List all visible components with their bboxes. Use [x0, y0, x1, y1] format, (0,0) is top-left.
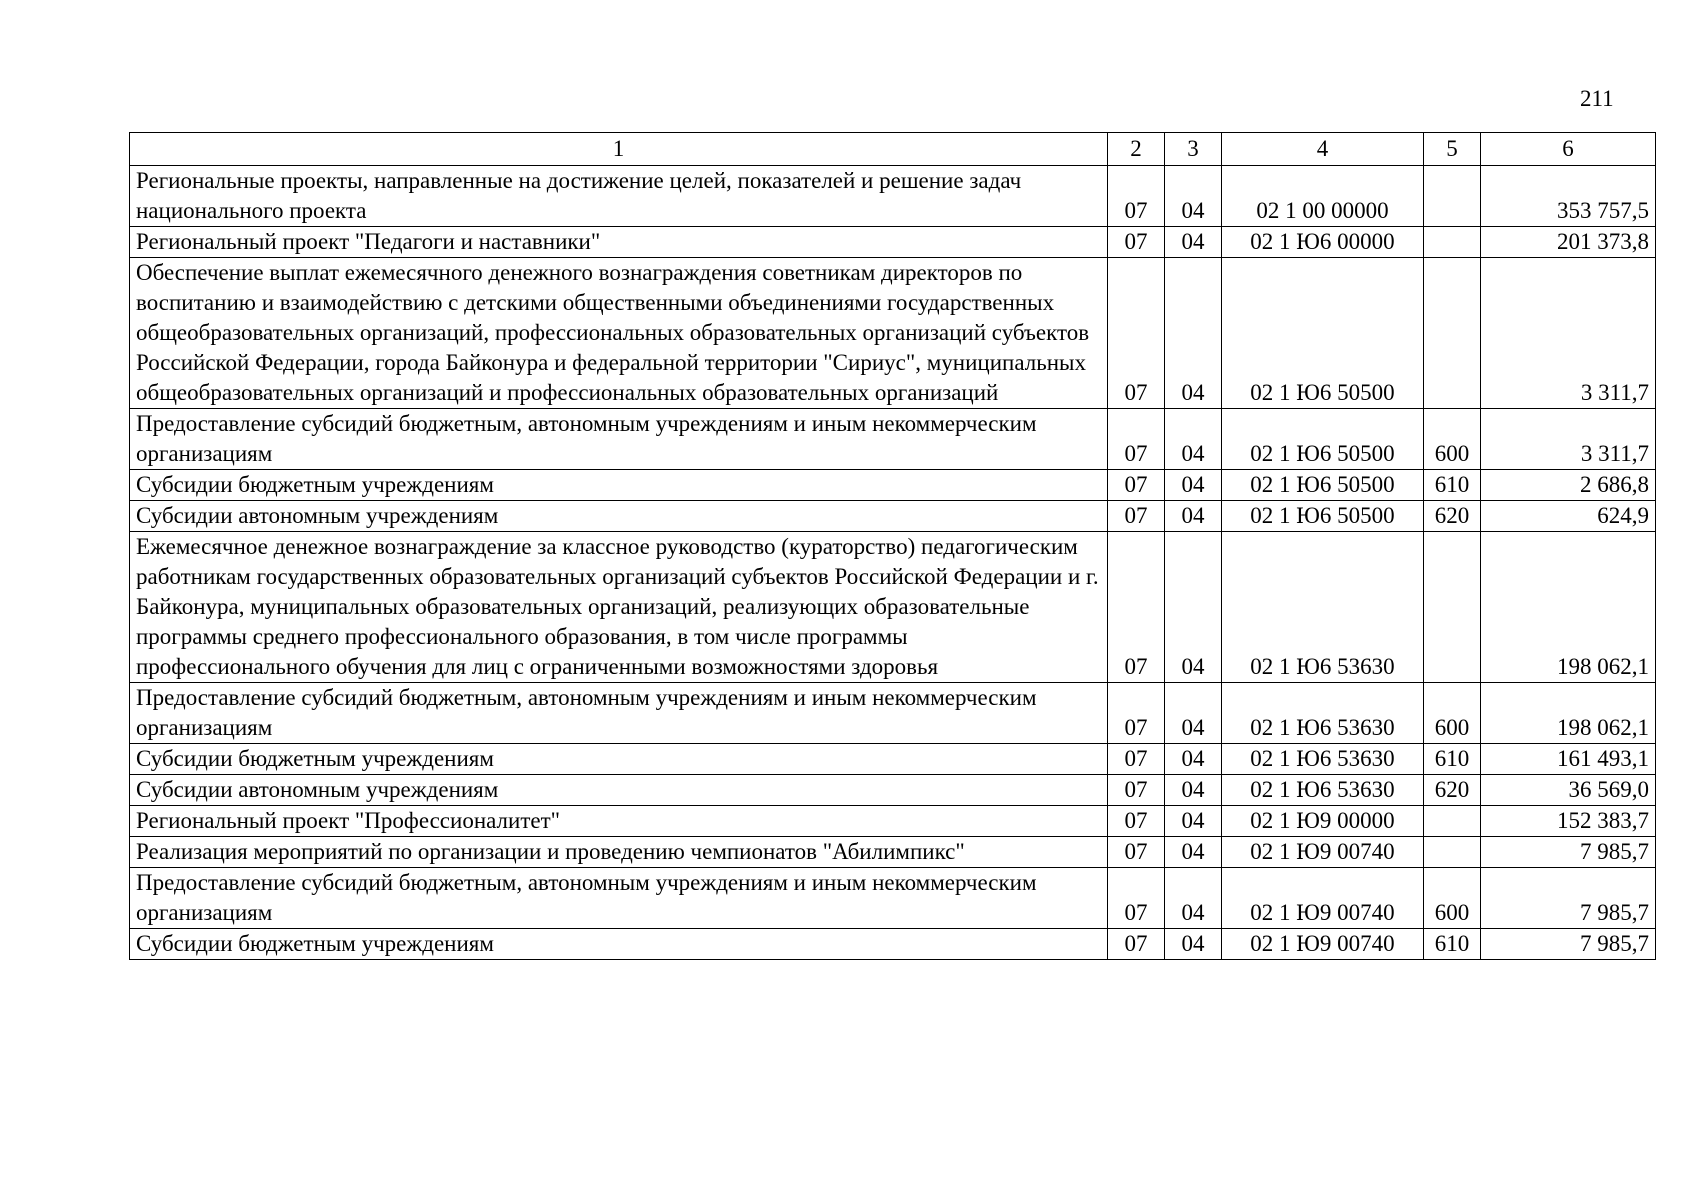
row-section-code: 07: [1108, 227, 1165, 258]
row-expense-type: [1424, 227, 1481, 258]
table-row: [130, 409, 1656, 470]
row-target-article: 02 1 Ю6 50500: [1222, 501, 1424, 532]
row-subsection-code: 04: [1165, 837, 1222, 868]
row-amount: 161 493,1: [1481, 744, 1656, 775]
row-amount: 36 569,0: [1481, 775, 1656, 806]
row-amount: 7 985,7: [1481, 837, 1656, 868]
row-expense-type: 610: [1424, 744, 1481, 775]
header-row: [130, 133, 1656, 166]
row-expense-type: 620: [1424, 775, 1481, 806]
row-target-article: 02 1 Ю9 00740: [1222, 868, 1424, 929]
header-col-1: 1: [130, 133, 1108, 166]
row-target-article: 02 1 Ю6 53630: [1222, 744, 1424, 775]
row-section-code: 07: [1108, 868, 1165, 929]
header-col-2: 2: [1108, 133, 1165, 166]
row-amount: 201 373,8: [1481, 227, 1656, 258]
header-col-4: 4: [1222, 133, 1424, 166]
row-name: Региональный проект "Педагоги и наставники": [130, 227, 1108, 258]
row-amount: 198 062,1: [1481, 683, 1656, 744]
row-subsection-code: 04: [1165, 868, 1222, 929]
table-row: [130, 806, 1656, 837]
row-section-code: 07: [1108, 258, 1165, 409]
row-name: Обеспечение выплат ежемесячного денежного вознаграждения советникам директоров по воспитанию и взаимодействию с детскими общественными объединениями государственных общеобразовательных организаций, профессиональных образовательных организаций субъектов Российской Федерации, города Байконура и федеральной территории "Сириус", муниципальных общеобразовательных организаций и профессиональных образовательных организаций: [130, 258, 1108, 409]
row-name: Региональные проекты, направленные на достижение целей, показателей и решение задач национального проекта: [130, 166, 1108, 227]
table-row: [130, 837, 1656, 868]
table-row: [130, 868, 1656, 929]
row-expense-type: 600: [1424, 409, 1481, 470]
row-target-article: 02 1 Ю9 00000: [1222, 806, 1424, 837]
row-subsection-code: 04: [1165, 744, 1222, 775]
row-amount: 7 985,7: [1481, 929, 1656, 960]
table-header: [130, 133, 1656, 166]
header-col-5: 5: [1424, 133, 1481, 166]
row-expense-type: [1424, 532, 1481, 683]
row-expense-type: 600: [1424, 683, 1481, 744]
row-target-article: 02 1 00 00000: [1222, 166, 1424, 227]
row-target-article: 02 1 Ю6 53630: [1222, 775, 1424, 806]
row-name: Субсидии бюджетным учреждениям: [130, 744, 1108, 775]
row-name: Региональный проект "Профессионалитет": [130, 806, 1108, 837]
row-target-article: 02 1 Ю9 00740: [1222, 837, 1424, 868]
row-target-article: 02 1 Ю6 50500: [1222, 409, 1424, 470]
header-col-6: 6: [1481, 133, 1656, 166]
row-section-code: 07: [1108, 683, 1165, 744]
row-section-code: 07: [1108, 409, 1165, 470]
row-expense-type: [1424, 258, 1481, 409]
row-section-code: 07: [1108, 775, 1165, 806]
budget-table: [129, 132, 1656, 960]
row-name: Ежемесячное денежное вознаграждение за классное руководство (кураторство) педагогическим работникам государственных образовательных организаций субъектов Российской Федерации и г. Байконура, муниципальных образовательных организаций, реализующих образовательные программы среднего профессионального образования, в том числе программы профессионального обучения для лиц с ограниченными возможностями здоровья: [130, 532, 1108, 683]
row-subsection-code: 04: [1165, 929, 1222, 960]
row-name: Субсидии бюджетным учреждениям: [130, 929, 1108, 960]
row-section-code: 07: [1108, 837, 1165, 868]
row-name: Реализация мероприятий по организации и проведению чемпионатов "Абилимпикс": [130, 837, 1108, 868]
row-subsection-code: 04: [1165, 683, 1222, 744]
row-name: Субсидии автономным учреждениям: [130, 501, 1108, 532]
row-expense-type: 610: [1424, 470, 1481, 501]
table-row: [130, 470, 1656, 501]
row-section-code: 07: [1108, 532, 1165, 683]
row-subsection-code: 04: [1165, 409, 1222, 470]
table-row: [130, 744, 1656, 775]
row-subsection-code: 04: [1165, 806, 1222, 837]
table-body: [130, 166, 1656, 960]
row-expense-type: [1424, 806, 1481, 837]
row-amount: 7 985,7: [1481, 868, 1656, 929]
row-subsection-code: 04: [1165, 470, 1222, 501]
row-expense-type: [1424, 837, 1481, 868]
row-subsection-code: 04: [1165, 227, 1222, 258]
table-row: [130, 532, 1656, 683]
table-row: [130, 683, 1656, 744]
row-amount: 2 686,8: [1481, 470, 1656, 501]
table-row: [130, 775, 1656, 806]
row-target-article: 02 1 Ю6 50500: [1222, 258, 1424, 409]
row-target-article: 02 1 Ю6 50500: [1222, 470, 1424, 501]
page-number: 211: [1580, 86, 1614, 111]
table-row: [130, 227, 1656, 258]
row-name: Предоставление субсидий бюджетным, автономным учреждениям и иным некоммерческим организациям: [130, 868, 1108, 929]
row-name: Субсидии бюджетным учреждениям: [130, 470, 1108, 501]
row-target-article: 02 1 Ю6 53630: [1222, 532, 1424, 683]
row-name: Субсидии автономным учреждениям: [130, 775, 1108, 806]
row-expense-type: 600: [1424, 868, 1481, 929]
row-amount: 152 383,7: [1481, 806, 1656, 837]
row-expense-type: [1424, 166, 1481, 227]
row-subsection-code: 04: [1165, 532, 1222, 683]
row-amount: 353 757,5: [1481, 166, 1656, 227]
row-expense-type: 620: [1424, 501, 1481, 532]
row-section-code: 07: [1108, 929, 1165, 960]
table-row: [130, 501, 1656, 532]
table-row: [130, 258, 1656, 409]
row-subsection-code: 04: [1165, 258, 1222, 409]
row-name: Предоставление субсидий бюджетным, автономным учреждениям и иным некоммерческим организациям: [130, 409, 1108, 470]
row-subsection-code: 04: [1165, 166, 1222, 227]
row-target-article: 02 1 Ю6 00000: [1222, 227, 1424, 258]
row-expense-type: 610: [1424, 929, 1481, 960]
header-col-3: 3: [1165, 133, 1222, 166]
row-amount: 3 311,7: [1481, 258, 1656, 409]
row-amount: 3 311,7: [1481, 409, 1656, 470]
row-section-code: 07: [1108, 470, 1165, 501]
row-section-code: 07: [1108, 166, 1165, 227]
row-section-code: 07: [1108, 744, 1165, 775]
table-row: [130, 166, 1656, 227]
row-section-code: 07: [1108, 501, 1165, 532]
row-name: Предоставление субсидий бюджетным, автономным учреждениям и иным некоммерческим организациям: [130, 683, 1108, 744]
row-target-article: 02 1 Ю9 00740: [1222, 929, 1424, 960]
row-target-article: 02 1 Ю6 53630: [1222, 683, 1424, 744]
row-subsection-code: 04: [1165, 775, 1222, 806]
row-amount: 624,9: [1481, 501, 1656, 532]
table-row: [130, 929, 1656, 960]
row-subsection-code: 04: [1165, 501, 1222, 532]
row-section-code: 07: [1108, 806, 1165, 837]
row-amount: 198 062,1: [1481, 532, 1656, 683]
